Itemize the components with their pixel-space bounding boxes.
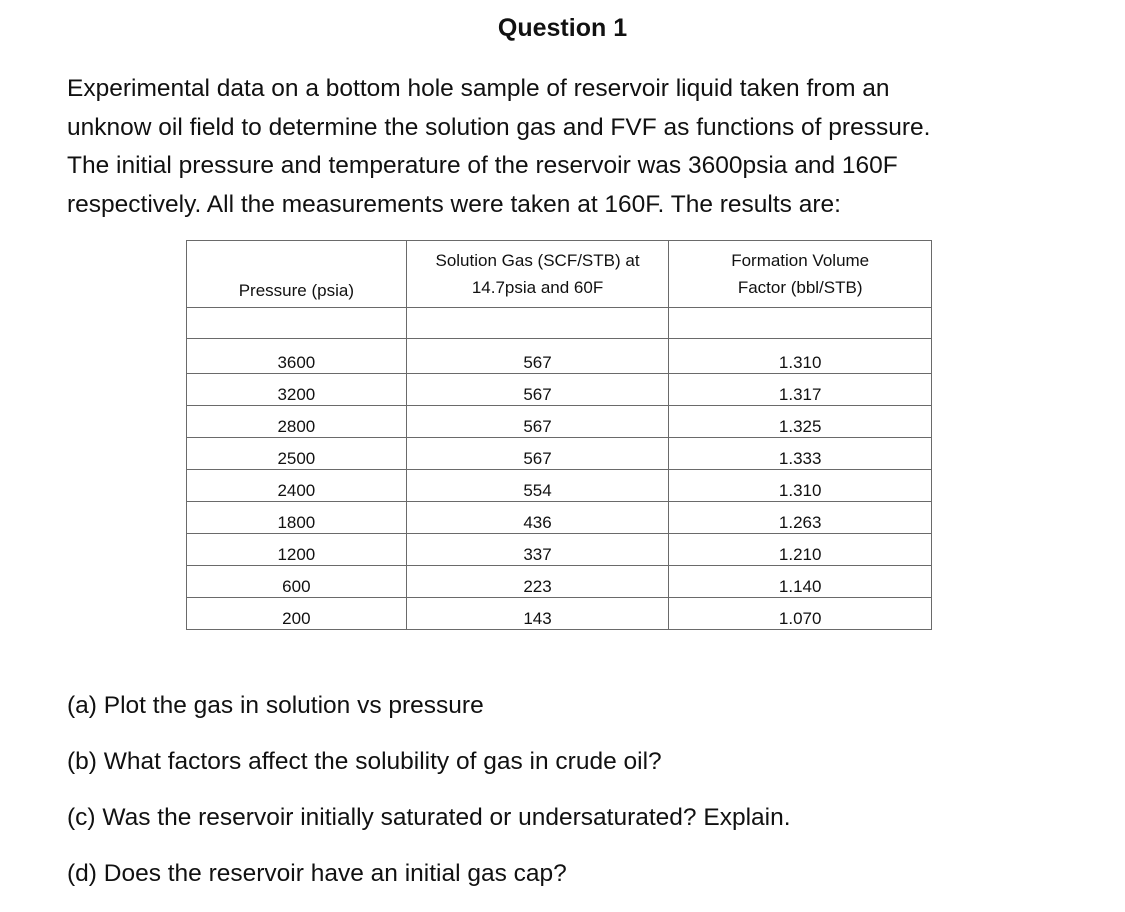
fvf-cell: 1.325 bbox=[669, 406, 932, 438]
table-row bbox=[187, 339, 932, 374]
question-title: Question 1 bbox=[497, 14, 628, 42]
table-row bbox=[187, 406, 932, 438]
fvf-cell: 1.310 bbox=[669, 339, 932, 374]
question-d: (d) Does the reservoir have an initial gas cap? bbox=[67, 860, 567, 887]
table-cell bbox=[187, 308, 407, 339]
column-header-solution-gas bbox=[406, 241, 669, 308]
header-line: 14.7psia and 60F bbox=[471, 278, 604, 297]
solution-gas-cell: 337 bbox=[406, 534, 669, 566]
solution-gas-cell: 567 bbox=[406, 406, 669, 438]
column-header-fvf bbox=[669, 241, 932, 308]
solution-gas-cell: 223 bbox=[406, 566, 669, 598]
solution-gas-cell: 554 bbox=[406, 470, 669, 502]
fvf-cell: 1.317 bbox=[669, 374, 932, 406]
table-row bbox=[187, 470, 932, 502]
question-c: (c) Was the reservoir initially saturated or undersaturated? Explain. bbox=[67, 804, 791, 831]
pressure-cell: 1200 bbox=[187, 534, 407, 566]
solution-gas-cell: 567 bbox=[406, 374, 669, 406]
question-list bbox=[67, 688, 1067, 912]
intro-line: respectively. All the measurements were taken at 160F. The results are: bbox=[67, 190, 841, 218]
table-header-row bbox=[187, 241, 932, 308]
pressure-cell: 3200 bbox=[187, 374, 407, 406]
intro-line: Experimental data on a bottom hole sample of reservoir liquid taken from an bbox=[67, 75, 890, 102]
pressure-cell: 200 bbox=[187, 598, 407, 630]
reservoir-data-table bbox=[186, 240, 932, 630]
header-line: Solution Gas (SCF/STB) at bbox=[435, 251, 640, 270]
empty-row bbox=[187, 308, 932, 339]
table-row bbox=[187, 438, 932, 470]
intro-paragraph bbox=[67, 70, 1077, 224]
intro-line: unknow oil field to determine the solution gas and FVF as functions of pressure. bbox=[67, 113, 931, 141]
fvf-cell: 1.263 bbox=[669, 502, 932, 534]
solution-gas-cell: 436 bbox=[406, 502, 669, 534]
fvf-cell: 1.140 bbox=[669, 566, 932, 598]
solution-gas-cell: 567 bbox=[406, 438, 669, 470]
pressure-cell: 1800 bbox=[187, 502, 407, 534]
table-cell bbox=[406, 308, 669, 339]
table-cell bbox=[669, 308, 932, 339]
table-row bbox=[187, 502, 932, 534]
fvf-cell: 1.333 bbox=[669, 438, 932, 470]
solution-gas-cell: 143 bbox=[406, 598, 669, 630]
pressure-cell: 3600 bbox=[187, 339, 407, 374]
table-row bbox=[187, 566, 932, 598]
table-row bbox=[187, 598, 932, 630]
table-row bbox=[187, 374, 932, 406]
question-b: (b) What factors affect the solubility of gas in crude oil? bbox=[67, 748, 662, 775]
fvf-cell: 1.070 bbox=[669, 598, 932, 630]
fvf-cell: 1.210 bbox=[669, 534, 932, 566]
table-row bbox=[187, 534, 932, 566]
header-line: Formation Volume bbox=[731, 251, 870, 270]
pressure-cell: 2800 bbox=[187, 406, 407, 438]
column-header-pressure bbox=[187, 241, 407, 308]
intro-line: The initial pressure and temperature of the reservoir was 3600psia and 160F bbox=[67, 152, 898, 179]
solution-gas-cell: 567 bbox=[406, 339, 669, 374]
pressure-cell: 600 bbox=[187, 566, 407, 598]
pressure-cell: 2500 bbox=[187, 438, 407, 470]
fvf-cell: 1.310 bbox=[669, 470, 932, 502]
header-line: Pressure (psia) bbox=[238, 281, 354, 300]
pressure-cell: 2400 bbox=[187, 470, 407, 502]
header-line: Factor (bbl/STB) bbox=[737, 278, 863, 297]
question-a: (a) Plot the gas in solution vs pressure bbox=[67, 692, 484, 719]
